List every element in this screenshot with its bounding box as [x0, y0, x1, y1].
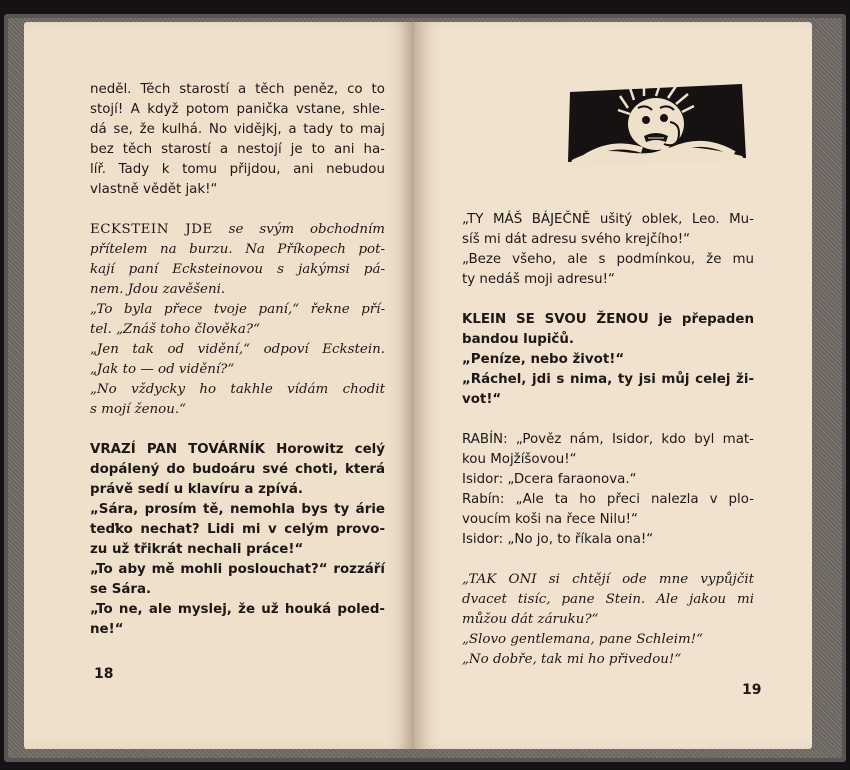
text-line: můžou dát záruku?“	[462, 612, 599, 627]
text-line: neděl. Těch starostí a těch peněz, co to	[90, 82, 385, 97]
text-line: VRAZÍ PAN TOVÁRNÍK Horowitz celý	[90, 442, 385, 457]
left-page-text	[90, 80, 385, 640]
text-line: dvacet tisíc, pane Stein. Ale jakou mi	[462, 592, 754, 607]
right-paragraph-1	[462, 210, 754, 290]
text-line: ty nedáš moji adresu!“	[462, 272, 615, 287]
text-line: „Ráchel, jdi s nima, ty jsi můj celej ži-	[462, 372, 754, 387]
text-line: „TAK ONI si chtějí ode mne vypůjčit	[462, 572, 754, 587]
cartoon-face-icon	[564, 78, 750, 168]
left-paragraph-3	[90, 440, 385, 640]
dialog-line: „Jen tak od vidění,“	[90, 342, 251, 357]
text-line: vot!“	[462, 392, 502, 407]
dialog-line: odpoví Eckstein.	[250, 342, 386, 357]
right-paragraph-3	[462, 430, 754, 550]
text-line: „Peníze, nebo život!“	[462, 352, 625, 367]
paragraph-lead: ECKSTEIN JDE	[90, 222, 213, 237]
dialog-line: tel. „Znáš toho člověka?“	[90, 322, 260, 337]
text-line: „TY MÁŠ BÁJEČNĚ ušitý oblek, Leo. Mu-	[462, 212, 754, 227]
text-line: „Sára, prosím tě, nemohla bys ty árie	[90, 502, 385, 517]
text-line: stojí! A když potom panička vstane, shle-	[90, 102, 385, 117]
text-line: bandou lupičů.	[462, 332, 574, 347]
text-line: zu už třikrát nechali práce!“	[90, 542, 304, 557]
text-line: kají paní Ecksteinovou s jakýmsi pá-	[90, 262, 385, 277]
right-page	[414, 22, 812, 749]
text-line: dá se, že kulhá. No vidějkj, a tady to maj	[90, 122, 385, 137]
left-paragraph-1	[90, 80, 385, 200]
text-line: teďko nechat? Lidi mi v celým provo-	[90, 522, 385, 537]
text-line: RABÍN: „Pověz nám, Isidor, kdo byl mat-	[462, 432, 754, 447]
page-number: 19	[742, 682, 762, 698]
dialog-line: s mojí ženou.“	[90, 402, 186, 417]
dialog-line: „To byla přece tvoje paní,“	[90, 302, 300, 317]
text-line: kou Mojžíšovou!“	[462, 452, 577, 467]
text-line: Isidor: „Dcera faraonova.“	[462, 472, 637, 487]
right-paragraph-2	[462, 310, 754, 410]
text-line: dopálený do budoáru své choti, která	[90, 462, 385, 477]
text-line: přítelem na burzu. Na Příkopech pot-	[90, 242, 385, 257]
right-page-text	[462, 210, 754, 670]
text-line: „Beze všeho, ale s podmínkou, že mu	[462, 252, 754, 267]
text-line: Rabín: „Ale ta ho přeci nalezla v plo-	[462, 492, 754, 507]
text-line: „To aby mě mohli poslouchat?“ rozzáří	[90, 562, 385, 577]
text-line: voucím koši na řece Nilu!“	[462, 512, 638, 527]
dialog-line: řekne pří-	[299, 302, 385, 317]
text-line: se svým obchodním	[212, 222, 385, 237]
text-line: KLEIN SE SVOU ŽENOU je přepaden	[462, 312, 754, 327]
left-paragraph-2	[90, 220, 385, 420]
text-line: právě sedí u klavíru a zpívá.	[90, 482, 303, 497]
text-line: nem. Jdou zavěšeni.	[90, 282, 226, 297]
left-page	[24, 22, 414, 749]
text-line: se Sára.	[90, 582, 152, 597]
text-line: síš mi dát adresu svého krejčího!“	[462, 232, 691, 247]
dialog-line: „Jak to — od vidění?“	[90, 362, 235, 377]
text-line: „Slovo gentlemana, pane Schleim!“	[462, 632, 703, 647]
text-line: „No dobře, tak mi ho přivedou!“	[462, 652, 682, 667]
page-number: 18	[94, 666, 114, 682]
text-line: líř. Tady k tomu přijdou, ani nebudou	[90, 162, 385, 177]
text-line: „To ne, ale myslej, že už houká poled-	[90, 602, 385, 617]
text-line: vlastně vědět jak!“	[90, 182, 218, 197]
text-line: bez těch starostí a nestojí je to ani ha-	[90, 142, 385, 157]
text-line: ne!“	[90, 622, 124, 637]
text-line: Isidor: „No jo, to říkala ona!“	[462, 532, 654, 547]
right-paragraph-4	[462, 570, 754, 670]
dialog-line: „No vždycky ho takhle vídám chodit	[90, 382, 385, 397]
